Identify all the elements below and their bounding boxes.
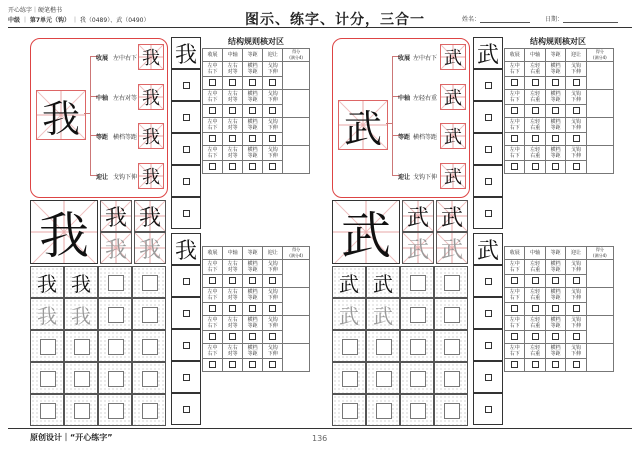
rule-label-2: 中轴 xyxy=(398,95,411,102)
check-area-title: 结构规则核对区 xyxy=(530,37,586,46)
practice-big-cell: 武 xyxy=(332,200,400,264)
rule-desc-3: 横档等距 xyxy=(413,134,438,141)
practice-cell[interactable]: 武 xyxy=(436,232,468,264)
practice-cell[interactable]: 我 xyxy=(100,232,132,264)
series-label: 开心练字｜硬笔楷书 xyxy=(8,7,63,14)
practice-column: 我 xyxy=(171,37,201,229)
rule-example-3: 我 xyxy=(138,123,164,149)
rule-label-1: 收展 xyxy=(96,55,109,62)
rule-example-2: 我 xyxy=(138,84,164,110)
practice-column-2: 武 xyxy=(473,233,503,425)
rule-label-4: 迎让 xyxy=(398,174,411,181)
rule-check-table-bottom: 收展 中轴 等距 迎让 得分 (满分4) 左中 右下 左右 对等 横档 等距 戈钩 下伸 左中 右下 左右 对等 横档 等距 戈钩 下伸 左中 右下 左右 对等 横档 等距 戈钩 下伸 左中 右下 左右 对等 横档 等距 戈钩 下伸 xyxy=(202,246,310,372)
level-unit: 中级 ｜ 第7单元（钩） ｜ 我（0489）、武（0490） xyxy=(8,17,150,24)
rule-example-2: 武 xyxy=(440,84,466,110)
rule-check-table-bottom: 收展 中轴 等距 迎让 得分 (满分4) 左中 右下 左轻 右重 横档 等距 戈钩 下伸 左中 右下 左轻 右重 横档 等距 戈钩 下伸 左中 右下 左轻 右重 横档 等距 戈钩 下伸 左中 右下 左轻 右重 横档 等距 戈钩 下伸 xyxy=(504,246,614,372)
footer-credit: 原创设计｜“开心练字” xyxy=(30,433,113,442)
check-area-title: 结构规则核对区 xyxy=(228,37,284,46)
rule-desc-3: 横档等距 xyxy=(113,134,138,141)
rule-example-4: 武 xyxy=(440,163,466,189)
main-char: 武 xyxy=(343,106,382,151)
rule-label-4: 迎让 xyxy=(96,174,109,181)
practice-cell[interactable]: 我 xyxy=(100,200,132,232)
page-number: 136 xyxy=(312,434,328,443)
rule-example-3: 武 xyxy=(440,123,466,149)
level-label: 中级 xyxy=(8,17,21,24)
rule-label-3: 等距 xyxy=(398,134,411,141)
main-char-box xyxy=(338,100,388,150)
rule-example-4: 我 xyxy=(138,163,164,189)
rule-example-1: 我 xyxy=(138,44,164,70)
page-title: 图示、练字、计分，三合一 xyxy=(245,12,425,28)
rule-check-table-top: 收展 中轴 等距 迎让 得分 (满分4) 左中 右下 左轻 右重 横档 等距 戈钩 下伸 左中 右下 左轻 右重 横档 等距 戈钩 下伸 左中 右下 左轻 右重 横档 等距 戈钩 下伸 左中 右下 左轻 右重 横档 等距 戈钩 下伸 xyxy=(504,48,614,174)
practice-column: 武 xyxy=(473,37,503,229)
practice-cell[interactable]: 武 xyxy=(436,200,468,232)
main-char: 我 xyxy=(41,96,80,141)
rule-desc-1: 左中右下 xyxy=(413,55,438,62)
rule-example-1: 武 xyxy=(440,44,466,70)
name-label: 姓名： xyxy=(462,16,481,23)
rule-desc-2: 左轻右重 xyxy=(413,95,438,102)
rule-desc-4: 戈钩下伸 xyxy=(413,174,438,181)
practice-cell[interactable]: 武 xyxy=(402,232,434,264)
rule-label-3: 等距 xyxy=(96,134,109,141)
practice-rows: 我 我 我 我 xyxy=(30,266,166,426)
rule-desc-1: 左中右下 xyxy=(113,55,138,62)
rule-desc-4: 戈钩下伸 xyxy=(113,174,138,181)
unit-label: 第7单元（钩） xyxy=(29,17,71,24)
rule-check-table-top: 收展 中轴 等距 迎让 得分 (满分4) 左中 右下 左右 对等 横档 等距 戈钩 下伸 左中 右下 左右 对等 横档 等距 戈钩 下伸 左中 右下 左右 对等 横档 等距 戈钩 下伸 左中 右下 左右 对等 横档 等距 戈钩 下伸 xyxy=(202,48,310,174)
practice-rows: 武 武 武 武 xyxy=(332,266,468,426)
practice-cell[interactable]: 武 xyxy=(402,200,434,232)
practice-column-2: 我 xyxy=(171,233,201,425)
footer-divider xyxy=(8,428,632,429)
date-label: 日期： xyxy=(545,16,564,23)
rule-desc-2: 左右对等 xyxy=(113,95,138,102)
practice-cell[interactable]: 我 xyxy=(134,200,166,232)
char-codes: 我（0489）、武（0490） xyxy=(79,17,150,24)
rule-label-1: 收展 xyxy=(398,55,411,62)
practice-cell[interactable]: 我 xyxy=(134,232,166,264)
rule-label-2: 中轴 xyxy=(96,95,109,102)
practice-big-cell: 我 xyxy=(30,200,98,264)
